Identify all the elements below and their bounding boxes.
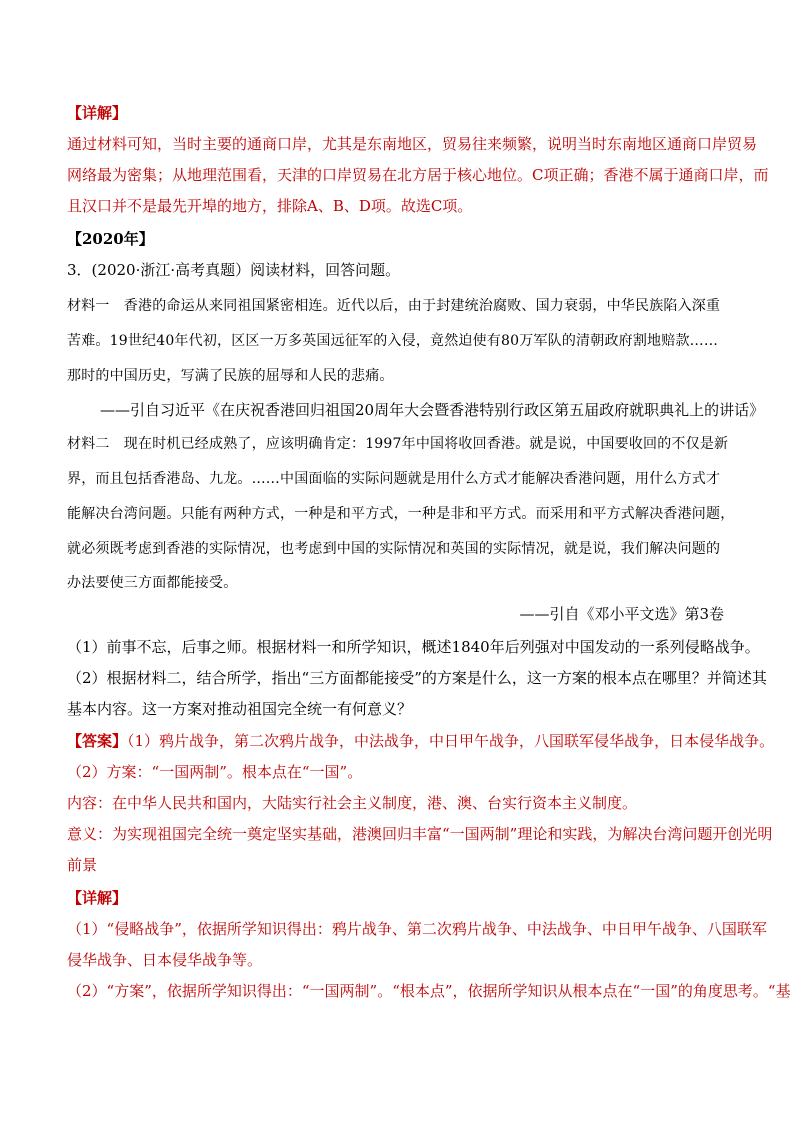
material-two-line: 界，而且包括香港岛、九龙。……中国面临的实际问题就是用什么方式才能解决香港问题，用什么方式才 [67,471,721,487]
answer-text: （1）鸦片战争，第二次鸦片战争，中法战争，中日甲午战争，八国联军侵华战争，日本侵华战争。 [127,732,775,750]
year-heading: 【2020年】 [67,230,154,248]
detail-text-line: （1）“侵略战争”，依据所学知识得出：鸦片战争、第二次鸦片战争、中法战争、中日甲午战争、八国联军 [67,920,767,938]
material-two-line: 能解决台湾问题。只能有两种方式，一种是和平方式，一种是非和平方式。而采用和平方式解决香港问题， [67,506,735,522]
question-title: 3．(2020·浙江·高考真题）阅读材料，回答问题。 [67,261,401,279]
material-one-line: 那时的中国历史，写满了民族的屈辱和人民的悲痛。 [67,368,394,384]
material-one-line: 材料一 香港的命运从来同祖国紧密相连。近代以后，由于封建统治腐败、国力衰弱，中华民族陷入深重 [67,298,721,314]
detail-heading: 【详解】 [67,104,128,122]
answer-line: （2）方案：“一国两制”。根本点在“一国”。 [67,763,363,781]
question-part-2-line: （2）根据材料二，结合所学，指出“三方面都能接受”的方案是什么，这一方案的根本点在哪里？并简述其 [67,669,767,687]
answer-line: 前景 [67,856,98,874]
detail-text-line: 网络最为密集；从地理范围看，天津的口岸贸易在北方居于核心地位。C项正确；香港不属于通商口岸，而 [67,166,769,184]
material-one-line: 苦难。19世纪40年代初，区区一万多英国远征军的入侵，竟然迫使有80万军队的清朝政府割地赔款…… [67,333,719,349]
detail-text-line: 通过材料可知，当时主要的通商口岸，尤其是东南地区，贸易往来频繁，说明当时东南地区通商口岸贸易 [67,135,758,153]
material-two-line: 材料二 现在时机已经成熟了，应该明确肯定：1997年中国将收回香港。就是说，中国要收回的不仅是新 [67,436,729,452]
material-two-source: ——引自《邓小平文选》第3卷 [519,605,724,623]
material-two-line: 办法要使三方面都能接受。 [67,575,238,591]
detail-text-line: （2）“方案”，依据所学知识得出：“一国两制”。“根本点”，依据所学知识从根本点在“一国”的角度思考。“基 [67,982,791,1000]
detail-heading-2: 【详解】 [67,889,128,907]
material-two-line: 就必须既考虑到香港的实际情况，也考虑到中国的实际情况和英国的实际情况，就是说，我们解决问题的 [67,541,721,557]
detail-text-line: 侵华战争、日本侵华战争等。 [67,951,263,969]
question-part-2-line: 基本内容。这一方案对推动祖国完全统一有何意义？ [67,700,413,718]
question-part-1: （1）前事不忘，后事之师。根据材料一和所学知识，概述1840年后列强对中国发动的一系列侵略战争。 [67,638,760,656]
answer-line: 意义：为实现祖国完全统一奠定坚实基础，港澳回归丰富“一国两制”理论和实践，为解决台湾问题开创光明 [67,825,773,843]
material-one-source: ——引自习近平《在庆祝香港回归祖国20周年大会暨香港特别行政区第五届政府就职典礼上的讲话》 [100,401,765,419]
answer-line: 内容：在中华人民共和国内，大陆实行社会主义制度，港、澳、台实行资本主义制度。 [67,794,638,812]
answer-tag: 【答案】 [67,732,128,750]
detail-text-line: 且汉口并不是最先开埠的地方，排除A、B、D项。故选C项。 [67,197,473,215]
answer-first-line [67,731,774,751]
